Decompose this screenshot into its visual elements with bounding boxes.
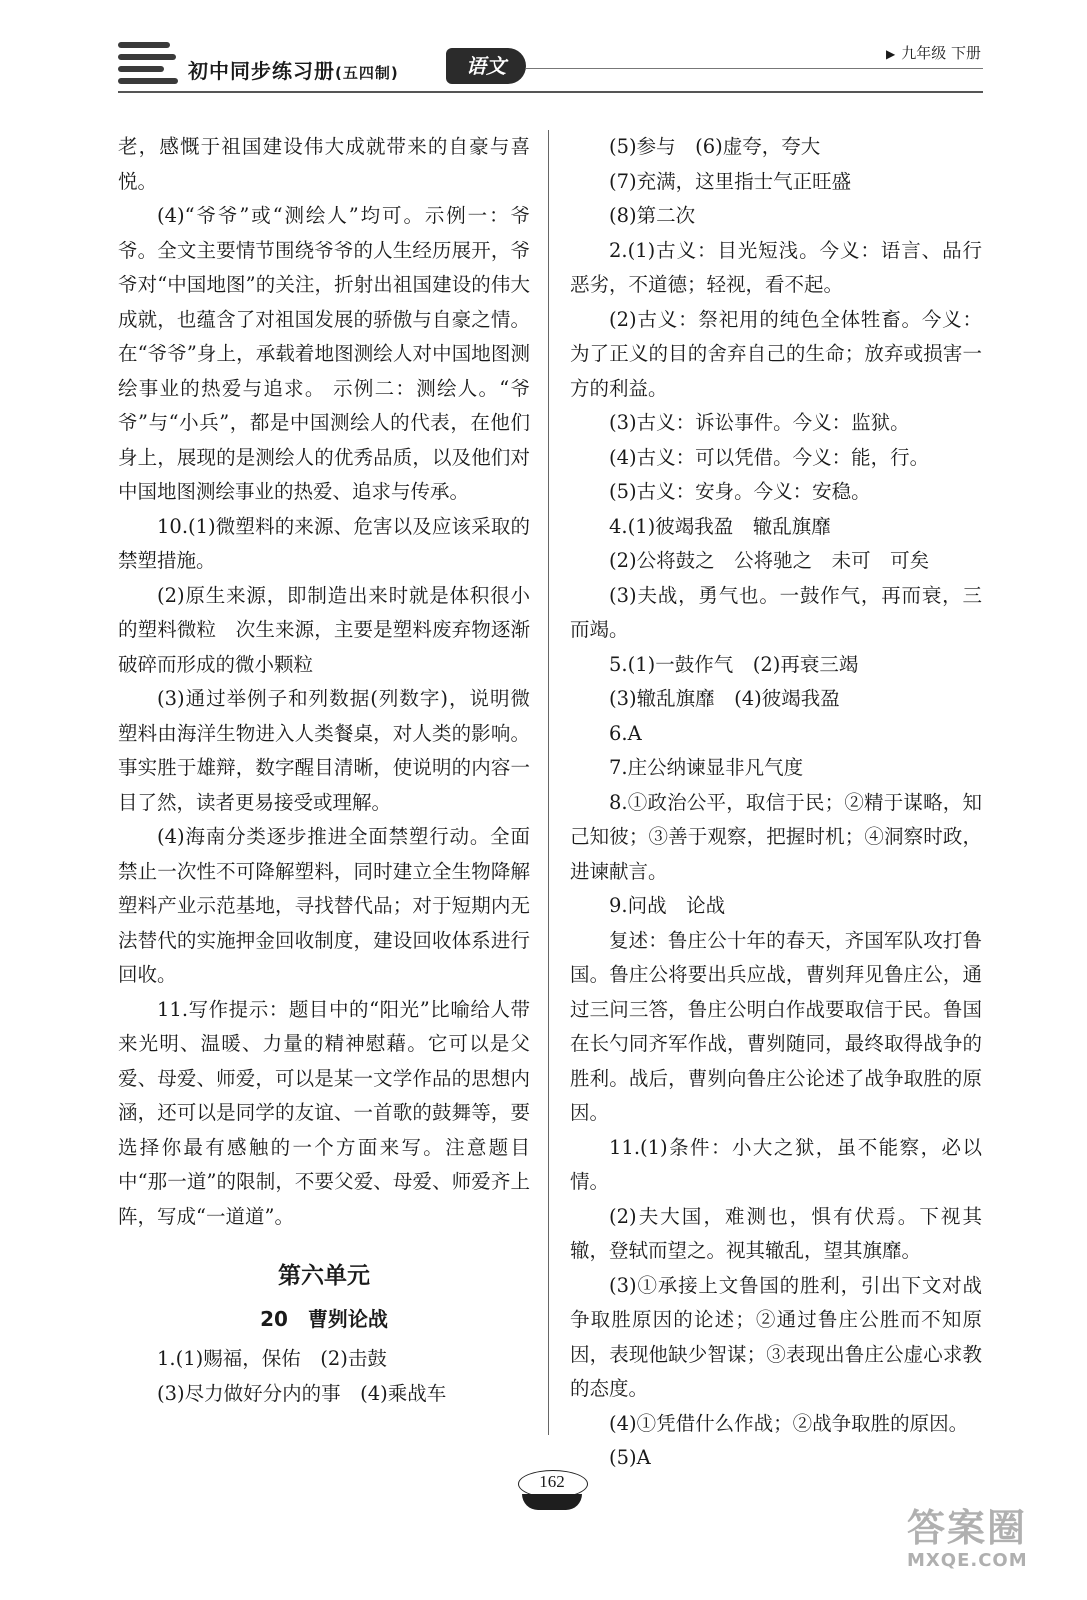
answer-paragraph: (5)古义：安身。今义：安稳。 xyxy=(609,480,871,503)
answer-paragraph: 6.A xyxy=(609,721,642,745)
book-subtitle: (五四制) xyxy=(335,64,399,82)
answer-paragraph: (4)①凭借什么作战；②战争取胜的原因。 xyxy=(609,1411,969,1435)
answer-paragraph: (3)尽力做好分内的事 (4)乘战车 xyxy=(157,1381,447,1405)
page-number: 162 xyxy=(539,1472,565,1491)
answer-paragraph: (7)充满，这里指士气正旺盛 xyxy=(609,169,852,193)
subject-badge: 语文 xyxy=(446,48,526,84)
page-number-badge xyxy=(512,1470,592,1520)
answer-paragraph: (5)A xyxy=(609,1446,651,1469)
answer-paragraph: 复述：鲁庄公十年的春天，齐国军队攻打鲁国。鲁庄公将要出兵应战，曹刿拜见鲁庄公，通过三问三答，鲁庄公明白作战要取信于民。鲁国在长勺同齐军作战，曹刿随同，最终取得战争的胜利。战后，曹刿向鲁庄公论述了战争取胜的原因。 xyxy=(570,928,982,1124)
answer-paragraph: (2)公将鼓之 公将驰之 未可 可矣 xyxy=(609,549,930,572)
column-divider xyxy=(548,130,549,1435)
answer-paragraph: (4)海南分类逐步推进全面禁塑行动。全面禁止一次性不可降解塑料，同时建立全生物降解塑料产业示范基地，寻找替代品；对于短期内无法替代的实施押金回收制度，建设回收体系进行回收。 xyxy=(118,825,530,986)
header-thin-rule xyxy=(526,68,983,69)
answer-paragraph: (4)“爷爷”或“测绘人”均可。示例一：爷爷。全文主要情节围绕爷爷的人生经历展开，爷爷对“中国地图”的关注，折射出祖国建设的伟大成就，也蕴含了对祖国发展的骄傲与自豪之情。在“爷爷”身上，承载着地图测绘人对中国地图测绘事业的热爱与追求。 示例二：测绘人。“爷爷”与“小兵”，都是中国测绘人的代表，在他们身上，展现的是测绘人的优秀品质，以及他们对中国地图测绘事业的热爱、追求与传承。 xyxy=(118,204,530,503)
grade-label: ▶ 九年级 下册 xyxy=(885,44,981,62)
book-title: 初中同步练习册(五四制) xyxy=(188,59,399,83)
answer-paragraph: 11.(1)条件：小大之狱，虽不能察，必以情。 xyxy=(570,1135,982,1193)
triangle-marker-icon: ▶ xyxy=(885,47,896,61)
answer-paragraph: (2)古义：祭祀用的纯色全体牲畜。今义：为了正义的目的舍弃自己的生命；放弃或损害一方的利益。 xyxy=(570,307,982,400)
answer-paragraph: (5)参与 (6)虚夸，夸大 xyxy=(609,135,821,158)
page-header xyxy=(0,0,1087,110)
answer-paragraph: (3)古义：诉讼事件。今义：监狱。 xyxy=(609,411,910,434)
watermark xyxy=(907,1506,1067,1586)
watermark-url: MXQE.COM xyxy=(907,1550,1028,1571)
answer-paragraph: (3)夫战，勇气也。一鼓作气，再而衰，三而竭。 xyxy=(570,583,982,641)
answer-paragraph: 老，感慨于祖国建设伟大成就带来的自豪与喜悦。 xyxy=(118,135,530,193)
header-rule xyxy=(118,91,983,93)
answer-paragraph: (8)第二次 xyxy=(609,204,696,227)
answer-paragraph: (3)辙乱旗靡 (4)彼竭我盈 xyxy=(609,687,840,710)
answer-paragraph: (4)古义：可以凭借。今义：能，行。 xyxy=(609,445,930,469)
answer-paragraph: 4.(1)彼竭我盈 辙乱旗靡 xyxy=(609,514,831,538)
right-column xyxy=(570,130,982,1476)
answer-paragraph: (2)原生来源，即制造出来时就是体积很小的塑料微粒 次生来源，主要是塑料废弃物逐渐破碎而形成的微小颗粒 xyxy=(118,583,530,676)
lesson-heading: 20 曹刿论战 xyxy=(260,1307,388,1331)
answer-paragraph: 7.庄公纳谏显非凡气度 xyxy=(609,756,804,779)
answer-paragraph: 5.(1)一鼓作气 (2)再衰三竭 xyxy=(609,652,859,676)
unit-heading: 第六单元 xyxy=(278,1263,370,1289)
left-column xyxy=(118,130,530,1411)
answer-paragraph: 1.(1)赐福，保佑 (2)击鼓 xyxy=(157,1347,387,1370)
answer-paragraph: 8.①政治公平，取信于民；②精于谋略，知己知彼；③善于观察，把握时机；④洞察时政，进谏献言。 xyxy=(570,790,982,883)
answer-paragraph: 9.问战 论战 xyxy=(609,894,726,917)
answer-paragraph: (2)夫大国，难测也，惧有伏焉。下视其辙，登轼而望之。视其辙乱，望其旗靡。 xyxy=(570,1204,982,1262)
answer-paragraph: 11.写作提示：题目中的“阳光”比喻给人带来光明、温暖、力量的精神慰藉。它可以是父爱、母爱、师爱，可以是某一文学作品的思想内涵，还可以是同学的友谊、一首歌的鼓舞等，要选择你最有感触的一个方面来写。注意题目中“那一道”的限制，不要父爱、母爱、师爱齐上阵，写成“一道道”。 xyxy=(118,997,530,1228)
answer-paragraph: 2.(1)古义：目光短浅。今义：语言、品行恶劣，不道德；轻视，看不起。 xyxy=(570,238,982,296)
answer-paragraph: (3)①承接上文鲁国的胜利，引出下文对战争取胜原因的论述；②通过鲁庄公胜而不知原因，表现他缺少智谋；③表现出鲁庄公虚心求教的态度。 xyxy=(570,1273,982,1400)
books-logo-icon xyxy=(118,40,180,92)
watermark-logo: 答案圈 xyxy=(907,1506,1028,1550)
answer-paragraph: 10.(1)微塑料的来源、危害以及应该采取的禁塑措施。 xyxy=(118,514,530,572)
answer-paragraph: (3)通过举例子和列数据(列数字)，说明微塑料由海洋生物进入人类餐桌，对人类的影响。事实胜于雄辩，数字醒目清晰，使说明的内容一目了然，读者更易接受或理解。 xyxy=(118,687,530,814)
